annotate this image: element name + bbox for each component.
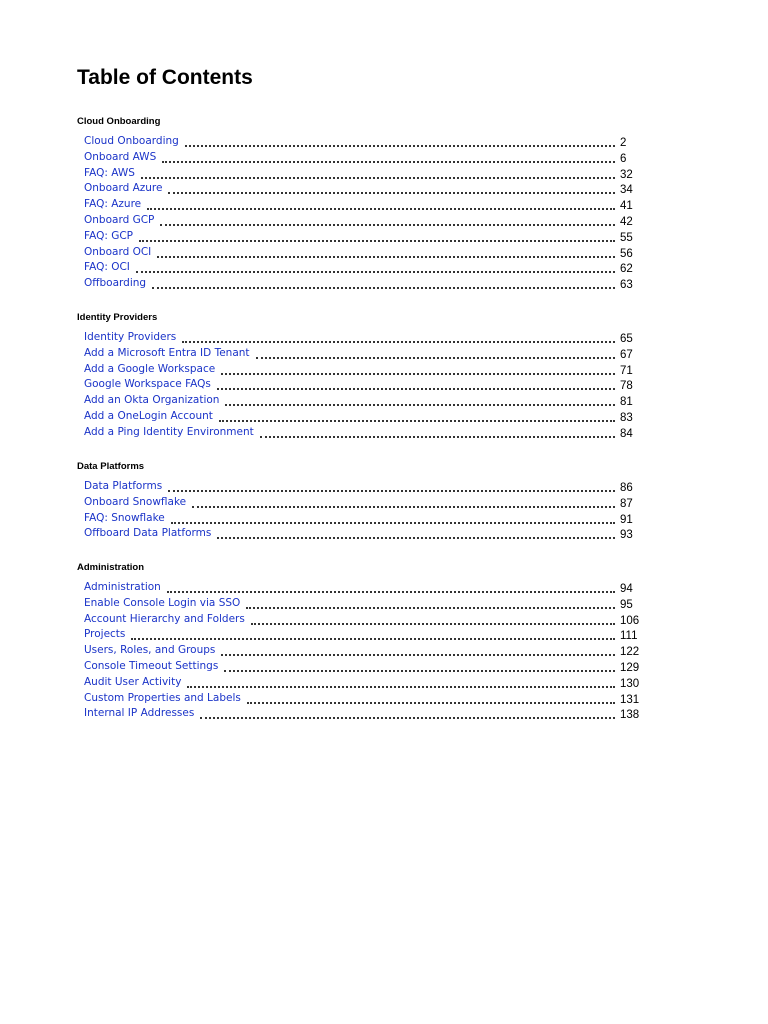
dot-leader — [224, 661, 615, 672]
dot-leader — [152, 278, 615, 289]
dot-leader — [200, 708, 615, 719]
toc-entry — [84, 261, 646, 277]
section-heading: Cloud Onboarding — [77, 116, 161, 127]
toc-entry — [84, 527, 646, 543]
toc-page-number: 95 — [620, 598, 633, 611]
section-heading: Data Platforms — [77, 461, 145, 472]
toc-entry — [84, 581, 646, 597]
toc-page-number: 67 — [620, 348, 633, 361]
toc-entry-link[interactable]: Onboard AWS — [84, 150, 157, 163]
dot-leader — [182, 332, 615, 343]
toc-entry — [84, 644, 646, 660]
toc-entry — [84, 277, 646, 293]
dot-leader — [246, 598, 615, 609]
toc-entry — [84, 347, 646, 363]
toc-entry-link[interactable]: Data Platforms — [84, 480, 163, 492]
dot-leader — [217, 379, 615, 390]
dot-leader — [171, 513, 615, 524]
toc-entry-link[interactable]: Add a Ping Identity Environment — [84, 425, 254, 438]
toc-entry — [84, 151, 646, 167]
toc-page-number: 138 — [620, 709, 640, 722]
toc-page-number: 86 — [620, 482, 633, 494]
dot-leader — [221, 645, 615, 656]
toc-page-number: 6 — [620, 152, 627, 165]
toc-entry — [84, 410, 646, 426]
toc-entry — [84, 660, 646, 676]
dot-leader — [260, 427, 615, 438]
dot-leader — [256, 348, 615, 359]
toc-entry-link[interactable]: Administration — [84, 581, 161, 593]
toc-entry — [84, 167, 646, 183]
toc-entry — [84, 378, 646, 394]
toc-entry-list — [84, 135, 646, 293]
toc-entry — [84, 426, 646, 442]
toc-page-number: 56 — [620, 247, 633, 260]
toc-entry — [84, 182, 646, 198]
toc-page-number: 94 — [620, 583, 633, 595]
toc-page-number: 78 — [620, 380, 633, 393]
toc-page-number: 32 — [620, 168, 633, 181]
toc-entry-link[interactable]: Onboard Azure — [84, 182, 163, 195]
toc-entry — [84, 198, 646, 214]
toc-entry-link[interactable]: Custom Properties and Labels — [84, 691, 241, 704]
dot-leader — [162, 152, 615, 163]
toc-entry — [84, 394, 646, 410]
toc-page-number: 87 — [620, 497, 633, 510]
toc-entry-link[interactable]: Google Workspace FAQs — [84, 378, 211, 391]
toc-entry-link[interactable]: Add a Microsoft Entra ID Tenant — [84, 346, 250, 359]
toc-page-number: 62 — [620, 263, 633, 276]
dot-leader — [139, 231, 615, 242]
toc-entry — [84, 613, 646, 629]
toc-entry-link[interactable]: FAQ: OCI — [84, 261, 130, 274]
toc-entry — [84, 676, 646, 692]
toc-entry — [84, 363, 646, 379]
toc-page-number: 129 — [620, 661, 640, 674]
toc-entry-link[interactable]: Onboard GCP — [84, 213, 155, 226]
dot-leader — [192, 497, 615, 508]
dot-leader — [247, 693, 615, 704]
toc-entry-link[interactable]: Users, Roles, and Groups — [84, 644, 216, 657]
toc-entry-link[interactable]: Onboard OCI — [84, 245, 152, 258]
toc-page-number: 81 — [620, 396, 633, 409]
toc-entry — [84, 496, 646, 512]
toc-entry-link[interactable]: Onboard Snowflake — [84, 495, 187, 508]
toc-entry-link[interactable]: Offboard Data Platforms — [84, 527, 212, 540]
dot-leader — [185, 136, 615, 147]
toc-entry — [84, 331, 646, 347]
toc-page-number: 131 — [620, 693, 640, 706]
toc-page-number: 84 — [620, 427, 633, 440]
toc-page-number: 55 — [620, 231, 633, 244]
toc-entry-link[interactable]: Projects — [84, 628, 126, 641]
toc-page-number: 2 — [620, 137, 627, 149]
toc-entry-link[interactable]: FAQ: Azure — [84, 198, 142, 211]
toc-page-number: 91 — [620, 513, 633, 526]
toc-entry-list — [84, 480, 646, 543]
dot-leader — [221, 364, 615, 375]
toc-entry — [84, 230, 646, 246]
toc-entry — [84, 628, 646, 644]
toc-entry-link[interactable]: FAQ: Snowflake — [84, 511, 165, 524]
dot-leader — [136, 262, 615, 273]
toc-page-number: 130 — [620, 677, 640, 690]
dot-leader — [168, 183, 615, 194]
toc-entry-list — [84, 581, 646, 723]
toc-entry-link[interactable]: Add a OneLogin Account — [84, 409, 213, 422]
toc-page-number: 111 — [620, 630, 638, 643]
section-heading: Identity Providers — [77, 312, 158, 323]
toc-entry-link[interactable]: Account Hierarchy and Folders — [84, 612, 245, 625]
toc-entry — [84, 512, 646, 528]
toc-page-number: 34 — [620, 184, 633, 197]
dot-leader — [251, 614, 615, 625]
dot-leader — [217, 528, 615, 539]
toc-entry-link[interactable]: Internal IP Addresses — [84, 707, 195, 720]
toc-entry-link[interactable]: Console Timeout Settings — [84, 659, 219, 672]
toc-entry-link[interactable]: Enable Console Login via SSO — [84, 596, 241, 609]
toc-entry — [84, 246, 646, 262]
toc-entry-link[interactable]: FAQ: GCP — [84, 229, 134, 242]
dot-leader — [225, 395, 615, 406]
section-heading: Administration — [77, 562, 145, 573]
toc-page-number: 41 — [620, 200, 633, 213]
dot-leader — [160, 215, 615, 226]
toc-page-number: 93 — [620, 529, 633, 542]
dot-leader — [187, 677, 615, 688]
toc-entry — [84, 480, 646, 496]
toc-page-number: 122 — [620, 646, 640, 659]
toc-entry-link[interactable]: FAQ: AWS — [84, 166, 135, 179]
toc-entry — [84, 214, 646, 230]
toc-entry-link[interactable]: Add an Okta Organization — [84, 394, 220, 407]
toc-entry-link[interactable]: Cloud Onboarding — [84, 135, 179, 147]
toc-entry-link[interactable]: Identity Providers — [84, 331, 177, 343]
toc-entry-link[interactable]: Offboarding — [84, 277, 147, 290]
toc-entry-list — [84, 331, 646, 442]
toc-page-number: 106 — [620, 614, 640, 627]
toc-page-number: 71 — [620, 364, 633, 377]
dot-leader — [141, 168, 615, 179]
toc-entry-link[interactable]: Add a Google Workspace — [84, 362, 216, 375]
dot-leader — [157, 247, 615, 258]
toc-entry — [84, 692, 646, 708]
toc-page-number: 42 — [620, 215, 633, 228]
toc-entry — [84, 707, 646, 723]
dot-leader — [131, 629, 615, 640]
dot-leader — [147, 199, 615, 210]
toc-entry — [84, 135, 646, 151]
page-title: Table of Contents — [77, 66, 253, 89]
dot-leader — [167, 582, 615, 593]
toc-page-number: 65 — [620, 333, 633, 345]
toc-entry-link[interactable]: Audit User Activity — [84, 675, 182, 688]
dot-leader — [168, 481, 615, 492]
toc-page-number: 63 — [620, 279, 633, 292]
toc-entry — [84, 597, 646, 613]
dot-leader — [219, 411, 615, 422]
toc-page-number: 83 — [620, 411, 633, 424]
